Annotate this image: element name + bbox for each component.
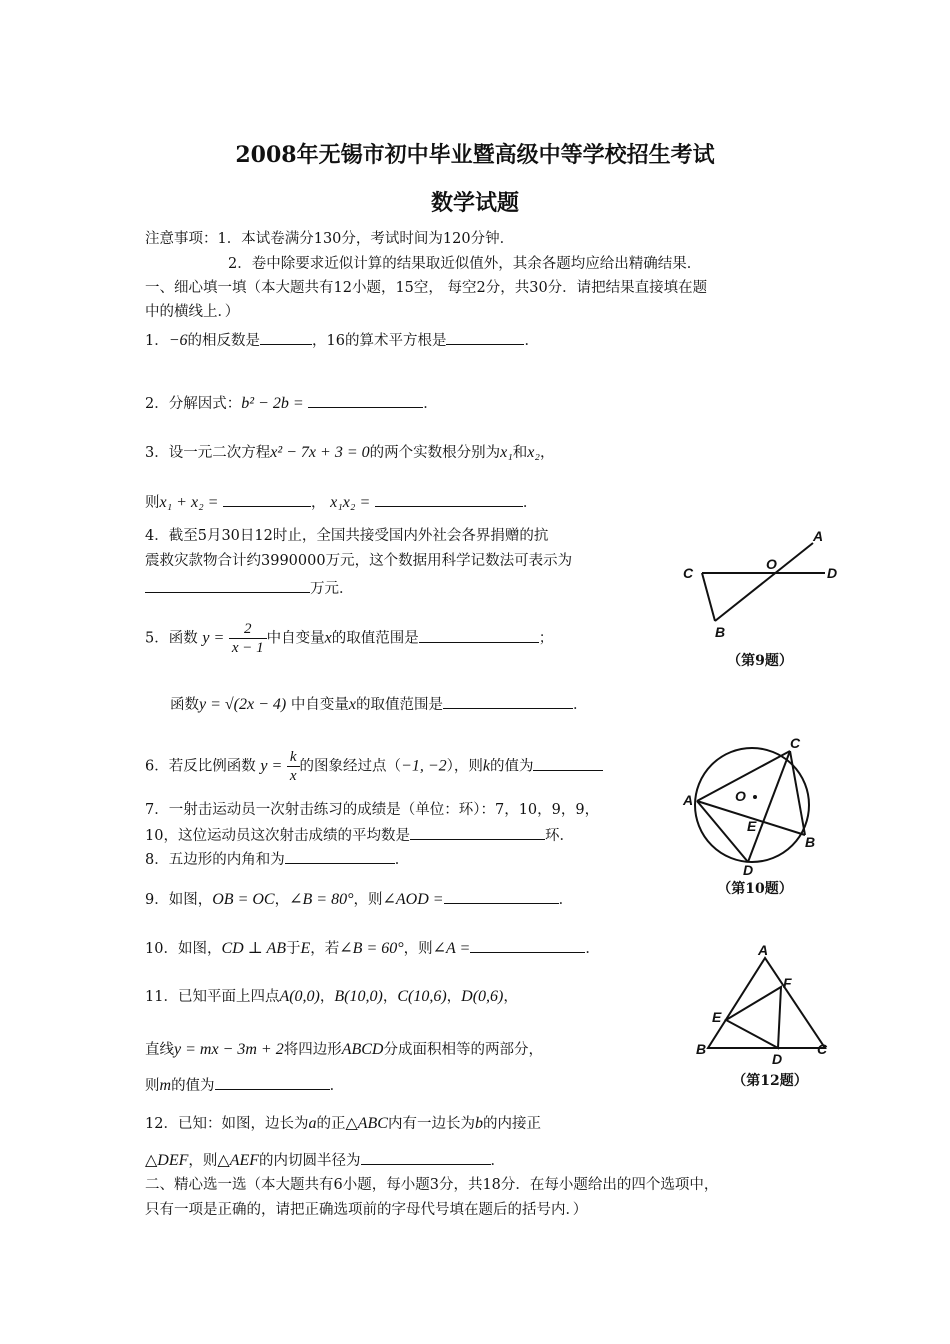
label-O: O [766, 556, 777, 572]
answer-blank[interactable] [419, 628, 539, 643]
label-E: E [712, 1009, 722, 1025]
label-D: D [827, 565, 838, 581]
exam-title: 2008年无锡市初中毕业暨高级中等学校招生考试 [235, 142, 715, 168]
label-C: C [817, 1041, 828, 1057]
answer-blank[interactable] [223, 492, 311, 507]
question-8: 8．五边形的内角和为 ． [145, 849, 409, 870]
label-C: C [683, 565, 694, 581]
answer-blank[interactable] [470, 938, 585, 953]
answer-blank[interactable] [533, 756, 603, 771]
answer-blank[interactable] [375, 492, 523, 507]
answer-blank[interactable] [446, 330, 524, 345]
label-C: C [790, 735, 801, 751]
label-F: F [783, 975, 792, 991]
figure-9-caption: （第9题） [727, 653, 793, 669]
label-O: O [735, 788, 746, 804]
label-B: B [715, 624, 726, 640]
question-11: 11．已知平面上四点A(0,0)，B(10,0)，C(10,6)，D(0,6)， [145, 988, 518, 1005]
answer-blank[interactable] [361, 1150, 491, 1165]
label-A: A [758, 942, 769, 958]
label-D: D [772, 1051, 783, 1067]
answer-blank[interactable] [285, 849, 395, 864]
answer-blank[interactable] [410, 825, 545, 840]
section2-line-2: 只有一项是正确的，请把正确选项前的字母代号填在题后的括号内．） [145, 1202, 588, 1218]
question-11-line-2: 直线y = mx − 3m + 2将四边形ABCD分成面积相等的两部分， [145, 1041, 543, 1058]
section1-line-1: 一、细心填一填（本大题共有12小题，15空， 每空2分，共30分．请把结果直接填在题 [145, 280, 708, 296]
figure-12-caption: （第12题） [732, 1073, 808, 1089]
section2-line-1: 二、精心选一选（本大题共有6小题，每小题3分，共18分．在每小题给出的四个选项中， [145, 1177, 719, 1193]
fraction: $\frac{k}{x}$ [287, 748, 300, 785]
answer-blank[interactable] [215, 1075, 330, 1090]
label-E: E [747, 818, 757, 834]
answer-blank[interactable] [443, 694, 573, 709]
label-B: B [696, 1041, 707, 1057]
question-3-answers: 则x₁ + x₂ = ， x₁x₂ = ． [145, 494, 538, 511]
question-7-line-1: 7．一射击运动员一次射击练习的成绩是（单位：环）：7，10，9，9， [145, 802, 600, 818]
label-A: A [813, 528, 824, 544]
question-12: 12．已知：如图，边长为a的正△ABC内有一边长为b的内接正 [145, 1115, 541, 1132]
question-5: 5．函数 y = $\frac{2}{x - 1}$ 中自变量x的取值范围是 ； [145, 621, 554, 656]
question-1: 1．−6的相反数是 ，16的算术平方根是 ． [145, 332, 539, 349]
question-2: 2．分解因式：b² − 2b = ． [145, 395, 438, 412]
question-4-line-1: 4．截至5月30日12时止，全国共接受国内外社会各界捐赠的抗 [145, 528, 549, 544]
figure-10-diagram [675, 735, 835, 875]
question-6: 6．若反比例函数 y = $\frac{k}{x}$ 的图象经过点（−1, −2），则k的值为 [145, 748, 603, 785]
question-5-part-2: 函数y = √(2x − 4) 中自变量x的取值范围是 ． [170, 696, 588, 713]
answer-blank[interactable] [444, 889, 559, 904]
exam-subtitle: 数学试题 [430, 190, 519, 216]
question-4-line-3: 万元． [145, 578, 354, 599]
label-B: B [805, 834, 816, 850]
fraction: $\frac{2}{x - 1}$ [229, 620, 267, 657]
answer-blank[interactable] [145, 578, 310, 593]
question-4-line-2: 震救灾款物合计约3990000万元，这个数据用科学记数法可表示为 [145, 553, 573, 569]
section1-line-2: 中的横线上．） [145, 304, 240, 320]
question-11-line-3: 则m的值为 ． [145, 1077, 345, 1094]
notes-line-1: 注意事项：1．本试卷满分130分，考试时间为120分钟． [145, 231, 515, 247]
question-3: 3．设一元二次方程x² − 7x + 3 = 0的两个实数根分别为x₁和x₂， [145, 444, 555, 461]
question-12-line-2: △DEF，则△AEF的内切圆半径为 ． [145, 1152, 506, 1169]
label-A: A [683, 792, 694, 808]
answer-blank[interactable] [260, 330, 312, 345]
figure-10-caption: （第10题） [717, 881, 793, 897]
label-D: D [743, 862, 754, 875]
figure-12-diagram [690, 940, 840, 1070]
question-9: 9．如图，OB = OC，∠B = 80°，则∠AOD = ． [145, 891, 574, 908]
question-7-line-2: 10，这位运动员这次射击成绩的平均数是 环． [145, 825, 574, 846]
question-10: 10．如图，CD ⊥ AB于E，若∠B = 60°，则∠A = ． [145, 940, 600, 957]
figure-9-diagram [675, 525, 845, 645]
notes-line-2: 2．卷中除要求近似计算的结果取近似值外，其余各题均应给出精确结果． [228, 256, 702, 272]
answer-blank[interactable] [308, 393, 423, 408]
